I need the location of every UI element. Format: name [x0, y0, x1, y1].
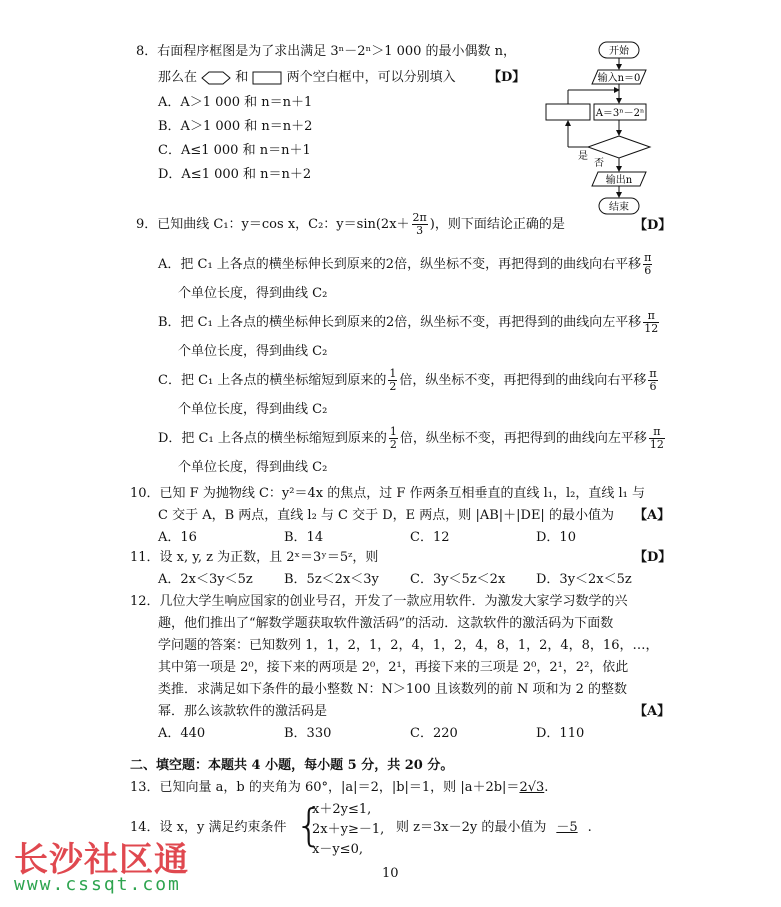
flowchart-blank-box — [546, 104, 590, 120]
q12-line6: 幂．那么该款软件的激活码是 — [158, 704, 328, 719]
q10-answer: 【A】 — [634, 508, 671, 523]
q10-line1: 10．已知 F 为抛物线 C：y²＝4x 的焦点，过 F 作两条互相垂直的直线 l₁，l₂，直线 l₁ 与 — [130, 486, 645, 501]
q8-answer: 【D】 — [488, 70, 526, 85]
q8-option-d: D．A≤1 000 和 n＝n＋2 — [158, 167, 312, 182]
q10-line2: C 交于 A，B 两点，直线 l₂ 与 C 交于 D，E 两点，则 |AB|＋|DE| 的最小值为 — [158, 508, 614, 523]
watermark-url: www.cssqt.com — [14, 874, 181, 895]
q12-answer: 【A】 — [634, 704, 671, 719]
q8-line2-c: 两个空白框中，可以分别填入 — [286, 70, 456, 85]
q11-line1: 11．设 x, y, z 为正数，且 2ˣ＝3ʸ＝5ᶻ，则 — [130, 550, 379, 565]
q12-option-c: C．220 — [410, 726, 458, 741]
q9-stem-b: )，则下面结论正确的是 — [429, 217, 565, 232]
q9-answer: 【D】 — [634, 218, 672, 233]
q9-stem-fraction: $\frac{2\pi}{3}$ — [412, 211, 427, 237]
q12-option-d: D．110 — [536, 726, 585, 741]
flowchart-start-label: 开始 — [609, 46, 629, 57]
q14-constraint-1: x＋2y≤1, — [312, 802, 372, 817]
q14-question: 则 z＝3x－2y 的最小值为 －5 . — [396, 820, 592, 835]
flowchart-condition-diamond — [588, 136, 650, 158]
q9-option-c: C．把 C₁ 上各点的横坐标缩短到原来的 $\frac{1}{2}$ 倍，纵坐标不变，再把得到的曲线向右平移 $\frac{\pi}{6}$ — [158, 367, 657, 393]
flowchart-end-label: 结束 — [609, 202, 629, 213]
q9-option-c-tail: 个单位长度，得到曲线 C₂ — [178, 402, 328, 417]
q14-answer: －5 — [556, 820, 578, 835]
q8-option-b: B．A＞1 000 和 n＝n＋2 — [158, 119, 313, 134]
q10-option-b: B．14 — [284, 530, 324, 545]
q8-line2 — [158, 70, 456, 86]
q8-line2-a: 那么在 — [158, 70, 198, 85]
q9-option-a: A．把 C₁ 上各点的横坐标伸长到原来的2倍，纵坐标不变，再把得到的曲线向右平移 $\frac{\pi}{6}$ — [158, 251, 652, 277]
q10-option-c: C．12 — [410, 530, 450, 545]
q8-option-c: C．A≤1 000 和 n＝n＋1 — [158, 143, 311, 158]
q14-stem: 14．设 x，y 满足约束条件 — [130, 820, 287, 835]
diamond-blank-icon — [201, 71, 231, 85]
q8-line2-b: 和 — [235, 70, 249, 85]
q9-option-b: B．把 C₁ 上各点的横坐标伸长到原来的2倍，纵坐标不变，再把得到的曲线向左平移 $\frac{\pi}{12}$ — [158, 309, 659, 335]
q11-option-c: C．3y＜5z＜2x — [410, 572, 506, 587]
q9-stem — [136, 210, 565, 240]
q12-line3: 学问题的答案：已知数列 1，1，2，1，2，4，1，2，4，8，1，2，4，8，16，…， — [158, 638, 659, 653]
rect-blank-icon — [252, 71, 282, 85]
q10-option-d: D．10 — [536, 530, 576, 545]
q13: 13．已知向量 a，b 的夹角为 60°，|a|＝2，|b|＝1，则 |a＋2b|＝2√3. — [130, 780, 549, 795]
q8-line1: 8．右面程序框图是为了求出满足 3ⁿ－2ⁿ＞1 000 的最小偶数 n， — [136, 44, 517, 59]
flowchart-assign-label: A＝3ⁿ－2ⁿ — [595, 108, 645, 119]
flowchart-yes-label: 是 — [578, 151, 588, 162]
q12-option-b: B．330 — [284, 726, 332, 741]
flowchart-input-label: 输入n＝0 — [597, 73, 641, 84]
q9-option-d: D．把 C₁ 上各点的横坐标缩短到原来的 $\frac{1}{2}$ 倍，纵坐标不变，再把得到的曲线向左平移 $\frac{\pi}{12}$ — [158, 425, 664, 451]
q11-option-b: B．5z＜2x＜3y — [284, 572, 379, 587]
flowchart-no-label: 否 — [594, 158, 604, 169]
flowchart — [540, 38, 670, 218]
q9-option-d-tail: 个单位长度，得到曲线 C₂ — [178, 460, 328, 475]
section2-heading: 二、填空题：本题共 4 小题，每小题 5 分，共 20 分。 — [130, 758, 454, 773]
q11-option-a: A．2x＜3y＜5z — [158, 572, 253, 587]
q8-option-a: A．A＞1 000 和 n＝n＋1 — [158, 95, 313, 110]
q10-option-a: A．16 — [158, 530, 197, 545]
q9-stem-a: 9．已知曲线 C₁：y＝cos x，C₂：y＝sin(2x＋ — [136, 217, 410, 232]
q14-constraint-3: x－y≤0, — [312, 842, 363, 857]
flowchart-output-label: 输出n — [605, 175, 633, 186]
q12-line1: 12．几位大学生响应国家的创业号召，开发了一款应用软件．为激发大家学习数学的兴 — [130, 594, 628, 609]
q11-answer: 【D】 — [634, 550, 672, 565]
q12-line5: 类推．求满足如下条件的最小整数 N：N＞100 且该数列的前 N 项和为 2 的整数 — [158, 682, 628, 697]
watermark-name: 长沙社区通 — [14, 840, 189, 880]
q11-option-d: D．3y＜2x＜5z — [536, 572, 632, 587]
q12-line4: 其中第一项是 2⁰，接下来的两项是 2⁰，2¹，再接下来的三项是 2⁰，2¹，2²，依此 — [158, 660, 629, 675]
q12-option-a: A．440 — [158, 726, 206, 741]
page-number: 10 — [382, 866, 399, 881]
q14-brace: { — [295, 800, 323, 851]
q9-option-a-tail: 个单位长度，得到曲线 C₂ — [178, 286, 328, 301]
q14-constraint-2: 2x＋y≥－1, — [312, 822, 385, 837]
q9-option-b-tail: 个单位长度，得到曲线 C₂ — [178, 344, 328, 359]
q12-line2: 趣，他们推出了“解数学题获取软件激活码”的活动．这款软件的激活码为下面数 — [158, 616, 614, 631]
q13-stem: 13．已知向量 a，b 的夹角为 60°，|a|＝2，|b|＝1，则 |a＋2b|＝ — [130, 780, 520, 795]
q13-answer: 2√3 — [519, 780, 545, 795]
